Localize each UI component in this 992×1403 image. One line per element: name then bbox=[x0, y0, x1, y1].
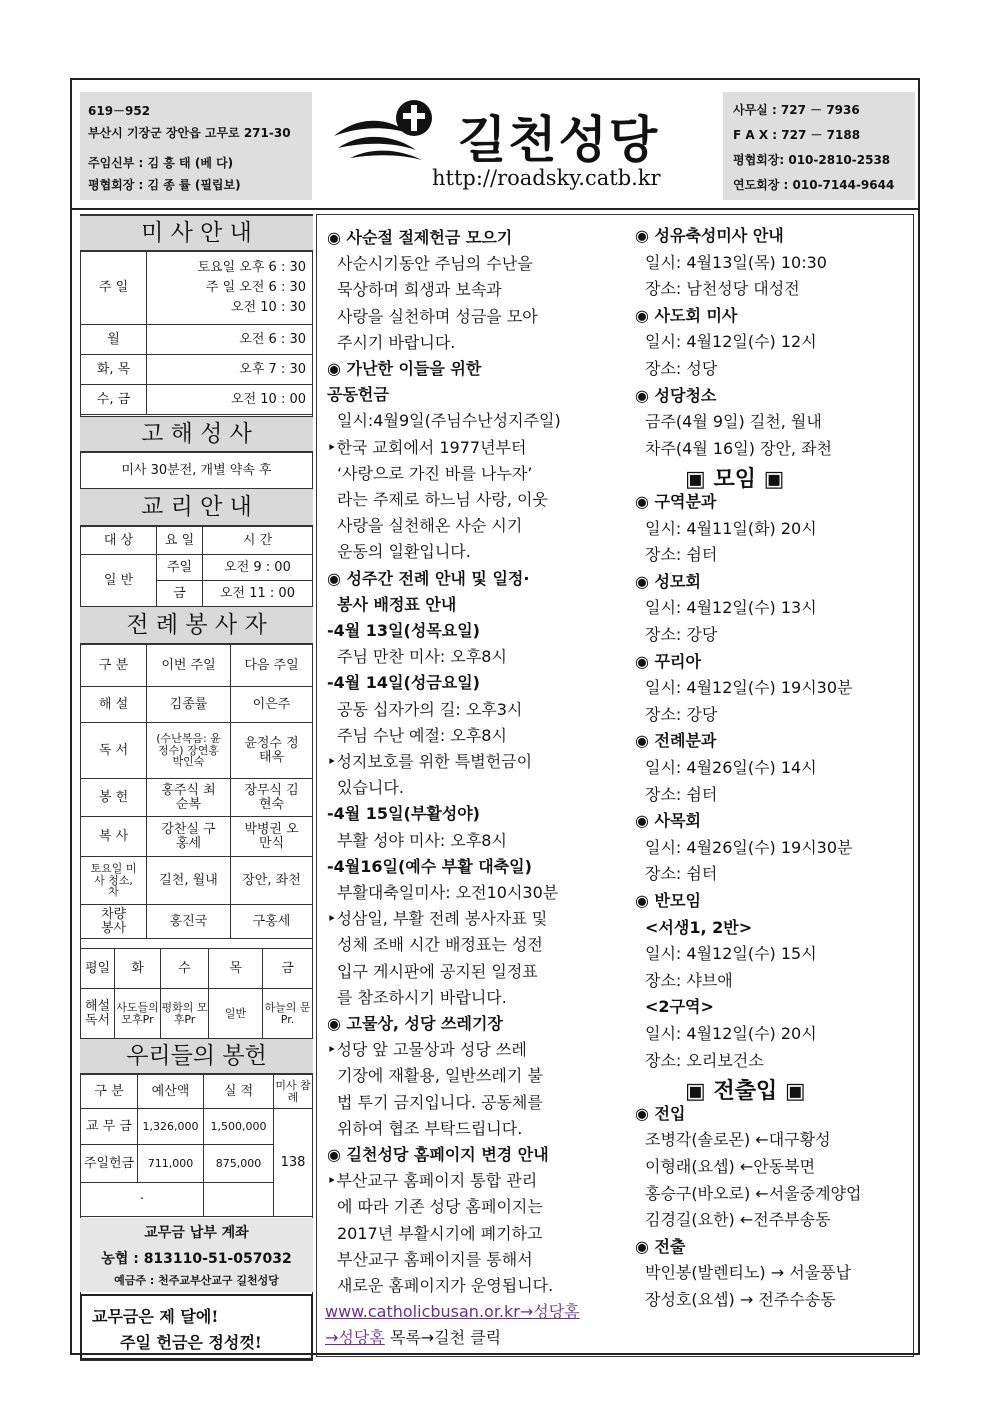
notice-line: 에 따라 기존 성당 홈페이지는 bbox=[337, 1197, 543, 1217]
fax-number: F A X : 727 － 7188 bbox=[733, 128, 861, 142]
council-president: 평협회장 : 김 종 률 (필립보) bbox=[88, 178, 241, 192]
header-contacts bbox=[723, 92, 915, 200]
notice-heading: ◉ 반모임 bbox=[635, 891, 701, 910]
parish-logo-icon bbox=[330, 96, 450, 164]
account-bank: 농협 : 813110-51-057032 bbox=[101, 1251, 292, 1267]
notice-heading: 봉사 배정표 안내 bbox=[337, 594, 457, 614]
notice-line: 주님 수난 예절: 오후8시 bbox=[337, 725, 507, 745]
notice-line: 주님 만찬 미사: 오후8시 bbox=[337, 647, 507, 667]
catechism-day: 금 bbox=[157, 581, 203, 607]
servers-role: 봉 헌 bbox=[81, 779, 147, 817]
servers-next: 장무식 김현숙 bbox=[231, 779, 313, 817]
notice-line: 장소: 쉼터 bbox=[645, 784, 718, 804]
mass-day: 수, 금 bbox=[81, 385, 147, 415]
servers-next: 윤정수 정태옥 bbox=[231, 723, 313, 779]
servers-this: 길천, 월내 bbox=[147, 857, 231, 905]
notice-line: 일시: 4월11일(화) 20시 bbox=[645, 518, 817, 538]
weekday-tue: 사도들의모후Pr bbox=[115, 989, 161, 1039]
office-phone: 사무실 : 727 － 7936 bbox=[733, 103, 860, 117]
mass-day: 화, 목 bbox=[81, 355, 147, 385]
catechism-table bbox=[80, 526, 313, 607]
confession-section-title: 고 해 성 사 bbox=[80, 416, 313, 452]
notice-line: 장소: 성당 bbox=[645, 359, 718, 378]
notice-line: 장소: 오리보건소 bbox=[645, 1050, 764, 1070]
weekday-fri: 하늘의 문Pr. bbox=[263, 989, 313, 1039]
notice-heading: ◉ 성유축성미사 안내 bbox=[635, 226, 784, 245]
notice-heading: ◉ 성모회 bbox=[635, 571, 701, 591]
mass-time: 오전 6 : 30 bbox=[147, 325, 313, 355]
notice-line: 있습니다. bbox=[337, 778, 404, 798]
notice-heading: -4월 13일(성목요일) bbox=[327, 621, 480, 640]
catechism-header: 대 상 bbox=[81, 527, 157, 555]
weekday-header: 금 bbox=[263, 949, 313, 989]
servers-role: 차량 봉사 bbox=[81, 905, 147, 939]
mass-time: 오후 7 : 30 bbox=[147, 355, 313, 385]
notice-line: 일시: 4월12일(수) 19시30분 bbox=[645, 678, 853, 698]
mass-day: 월 bbox=[81, 325, 147, 355]
servers-this: 홍주식 최순복 bbox=[147, 779, 231, 817]
notice-line: 부활대축일미사: 오전10시30분 bbox=[337, 883, 559, 902]
offering-attendance: 138 bbox=[274, 1109, 313, 1217]
notice-line: 장소: 쉼터 bbox=[645, 545, 718, 565]
offering-table bbox=[80, 1074, 313, 1217]
notice-heading: ◉ 고물상, 성당 쓰레기장 bbox=[327, 1014, 503, 1033]
header-parish-info bbox=[80, 92, 312, 200]
servers-this: 홍진국 bbox=[147, 905, 231, 939]
catechism-time: 오전 11 : 00 bbox=[203, 581, 313, 607]
notice-heading: ◉ 성주간 전례 안내 및 일정· bbox=[327, 568, 530, 588]
notice-line: 를 참조하시기 바랍니다. bbox=[337, 987, 507, 1007]
servers-this: (수난복음: 윤정수) 장연홍 박인숙 bbox=[147, 723, 231, 779]
notice-line: 운동의 일환입니다. bbox=[337, 542, 471, 562]
weekday-label: 해설 독서 bbox=[81, 989, 115, 1039]
notice-line: 장소: 쉼터 bbox=[645, 864, 718, 884]
notice-line: 사순시기동안 주님의 수난을 bbox=[337, 254, 533, 274]
notice-line: 사랑을 실천하며 성금을 모아 bbox=[337, 306, 538, 326]
notice-heading: -4월16일(예수 부활 대축일) bbox=[327, 856, 532, 876]
catechism-section-title: 교 리 안 내 bbox=[80, 488, 313, 526]
notice-heading: ◉ 구역분과 bbox=[635, 492, 717, 511]
notices-content bbox=[316, 214, 914, 1357]
notice-line: ‣성지보호를 위한 특별헌금이 bbox=[327, 752, 533, 771]
catechism-header: 요 일 bbox=[157, 527, 203, 555]
homepage-link-continued[interactable]: →성당홈 bbox=[325, 1328, 385, 1348]
offering-actual: 1,500,000 bbox=[204, 1109, 274, 1145]
notice-line: ‘사랑으로 가진 바를 나누자’ bbox=[337, 463, 533, 483]
mass-sunday-time: 오전 10 : 30 bbox=[231, 300, 306, 315]
youth-phone: 연도회장 : 010-7144-9644 bbox=[733, 178, 895, 192]
notice-line: 일시:4월9일(주님수난성지주일) bbox=[337, 411, 561, 431]
mass-table bbox=[80, 251, 313, 415]
offering-header: 실 적 bbox=[204, 1075, 274, 1109]
homepage-link-rest: 목록→길천 클릭 bbox=[384, 1328, 502, 1348]
notice-line: 이형래(요셉) ←안동북면 bbox=[645, 1157, 816, 1176]
mass-time: 오전 10 : 00 bbox=[147, 385, 313, 415]
offering-dot: · bbox=[81, 1183, 204, 1217]
notice-heading: <2구역> bbox=[645, 997, 714, 1017]
notice-line: 일시: 4월26일(수) 19시30분 bbox=[645, 837, 853, 857]
weekday-header: 수 bbox=[161, 949, 209, 989]
notice-heading: ◉ 길천성당 홈페이지 변경 안내 bbox=[327, 1145, 549, 1164]
weekday-header: 화 bbox=[115, 949, 161, 989]
notice-line: 장성호(요셉) → 전주수송동 bbox=[645, 1290, 836, 1309]
motto-line: 교무금은 제 달에! bbox=[92, 1307, 219, 1326]
notice-line: 일시: 4월26일(수) 14시 bbox=[645, 758, 817, 777]
homepage-link-line bbox=[325, 1325, 501, 1348]
parish-title: 길천성당 bbox=[458, 111, 660, 169]
mass-sunday-time: 주 일 오전 6 : 30 bbox=[205, 280, 306, 295]
catechism-group: 일 반 bbox=[81, 555, 157, 607]
notice-line: 라는 주제로 하느님 사랑, 이웃 bbox=[337, 490, 548, 509]
notice-heading: ◉ 가난한 이들을 위한 bbox=[327, 359, 482, 378]
section-heading: ▣ 모임 ▣ bbox=[685, 467, 785, 493]
offering-label: 주일헌금 bbox=[81, 1145, 138, 1183]
mass-sunday-time: 토요일 오후 6 : 30 bbox=[197, 260, 306, 275]
notice-line: ‣한국 교회에서 1977년부터 bbox=[327, 437, 527, 457]
notice-line: 2017년 부활시기에 폐기하고 bbox=[337, 1223, 543, 1243]
motto-line: 주일 헌금은 정성껏! bbox=[120, 1333, 262, 1352]
servers-header: 이번 주일 bbox=[147, 645, 231, 687]
section-heading: ▣ 전출입 ▣ bbox=[685, 1079, 806, 1105]
notice-heading: ◉ 전출 bbox=[635, 1236, 686, 1256]
weekday-header: 평일 bbox=[81, 949, 115, 989]
notice-line: 금주(4월 9일) 길천, 월내 bbox=[645, 412, 822, 432]
notice-heading: ◉ 전례분과 bbox=[635, 731, 717, 751]
offering-actual: 875,000 bbox=[204, 1145, 274, 1183]
notice-line: 김경길(요한) ←전주부송동 bbox=[645, 1210, 831, 1230]
notice-line: 장소: 강당 bbox=[645, 704, 718, 724]
zip-code: 619－952 bbox=[88, 104, 151, 118]
servers-role: 해 설 bbox=[81, 687, 147, 723]
account-info bbox=[80, 1218, 313, 1292]
servers-next: 박병권 오만식 bbox=[231, 817, 313, 857]
offering-header: 미사 참례 bbox=[274, 1075, 313, 1109]
notice-line: 공동 십자가의 길: 오후3시 bbox=[337, 699, 523, 719]
mass-section-title: 미 사 안 내 bbox=[80, 215, 313, 251]
servers-header: 다음 주일 bbox=[231, 645, 313, 687]
offering-label: 교 무 금 bbox=[81, 1109, 138, 1145]
notice-line: 장소: 남천성당 대성전 bbox=[645, 279, 800, 299]
weekday-wed: 평화의 모후Pr bbox=[161, 989, 209, 1039]
servers-role: 독 서 bbox=[81, 723, 147, 779]
notice-heading: <서생1, 2반> bbox=[645, 917, 753, 937]
address: 부산시 기장군 장안읍 고무로 271-30 bbox=[88, 126, 291, 140]
servers-next: 장안, 좌천 bbox=[231, 857, 313, 905]
catechism-time: 오전 9 : 00 bbox=[203, 555, 313, 581]
notice-line: 차주(4월 16일) 장안, 좌천 bbox=[645, 438, 833, 458]
servers-role: 토요일 미사 청소, 차 bbox=[81, 857, 147, 905]
servers-header: 구 분 bbox=[81, 645, 147, 687]
offering-header: 구 분 bbox=[81, 1075, 138, 1109]
notice-line: 위하여 협조 부탁드립니다. bbox=[337, 1118, 523, 1138]
header-divider bbox=[70, 208, 920, 210]
servers-next: 구홍세 bbox=[231, 905, 313, 939]
motto-box bbox=[80, 1294, 313, 1360]
notice-line: 성체 조배 시간 배정표는 성전 bbox=[337, 935, 543, 955]
notice-line: 새로운 홈페이지가 운영됩니다. bbox=[337, 1276, 554, 1295]
parish-url[interactable]: http://roadsky.catb.kr bbox=[432, 166, 661, 190]
pastor: 주임신부 : 김 흥 태 (베 다) bbox=[88, 156, 234, 170]
homepage-link[interactable]: www.catholicbusan.or.kr→성당홈 bbox=[325, 1302, 580, 1322]
servers-this: 강찬실 구홍세 bbox=[147, 817, 231, 857]
mass-sunday-label: 주 일 bbox=[81, 252, 147, 325]
notice-line: 홍승구(바오로) ←서울중계양업 bbox=[645, 1183, 862, 1203]
servers-role: 복 사 bbox=[81, 817, 147, 857]
account-title: 교무금 납부 계좌 bbox=[144, 1225, 249, 1241]
notice-line: 법 투기 금지입니다. 공동체를 bbox=[337, 1092, 543, 1112]
notice-line: 부산교구 홈페이지를 통해서 bbox=[337, 1249, 533, 1269]
notice-line: 일시: 4월12일(수) 12시 bbox=[645, 332, 817, 352]
weekday-header: 목 bbox=[209, 949, 263, 989]
weekday-servers-table bbox=[80, 948, 313, 1039]
offering-actual bbox=[204, 1183, 274, 1217]
notice-heading: ◉ 사목회 bbox=[635, 811, 701, 831]
notice-heading: ◉ 성당청소 bbox=[635, 385, 717, 405]
notice-line: 입구 게시판에 공지된 일정표 bbox=[337, 961, 538, 981]
notice-line: 일시: 4월13일(목) 10:30 bbox=[645, 252, 827, 272]
notice-line: ‣부산교구 홈페이지 통합 관리 bbox=[327, 1171, 538, 1191]
notice-line: 일시: 4월12일(수) 15시 bbox=[645, 944, 817, 964]
notice-line: 일시: 4월12일(수) 20시 bbox=[645, 1024, 817, 1043]
weekday-thu: 일반 bbox=[209, 989, 263, 1039]
catechism-header: 시 간 bbox=[203, 527, 313, 555]
notice-line: 장소: 샤브애 bbox=[645, 970, 733, 990]
notice-line: 박인봉(발렌티노) → 서울풍납 bbox=[645, 1263, 852, 1283]
offering-budget: 1,326,000 bbox=[138, 1109, 204, 1145]
notice-line: 일시: 4월12일(수) 13시 bbox=[645, 598, 817, 618]
notice-heading: 공동헌금 bbox=[327, 385, 389, 405]
offering-header: 예산액 bbox=[138, 1075, 204, 1109]
notice-heading: -4월 14일(성금요일) bbox=[327, 673, 480, 693]
account-holder: 예금주 : 천주교부산교구 길천성당 bbox=[114, 1274, 279, 1287]
confession-table bbox=[80, 452, 313, 489]
servers-next: 이은주 bbox=[231, 687, 313, 723]
council-phone: 평협회장: 010-2810-2538 bbox=[733, 153, 891, 167]
offering-section-title: 우리들의 봉헌 bbox=[80, 1038, 313, 1074]
notice-heading: -4월 15일(부활성야) bbox=[327, 804, 480, 824]
notice-heading: ◉ 전입 bbox=[635, 1103, 686, 1123]
servers-section-title: 전 례 봉 사 자 bbox=[80, 606, 313, 644]
notice-line: 장소: 강당 bbox=[645, 625, 718, 644]
notice-line: 주시기 바랍니다. bbox=[337, 332, 456, 352]
notice-heading: ◉ 사순절 절제헌금 모으기 bbox=[327, 228, 513, 247]
confession-text: 미사 30분전, 개별 약속 후 bbox=[81, 453, 313, 489]
notice-line: 묵상하며 희생과 보속과 bbox=[337, 280, 502, 300]
notice-line: ‣성당 앞 고물상과 성당 쓰레 bbox=[327, 1040, 527, 1060]
notice-line: 부활 성야 미사: 오후8시 bbox=[337, 830, 507, 850]
notice-line: ‣성삼일, 부활 전례 봉사자표 및 bbox=[327, 909, 548, 929]
notice-line: 조병각(솔로몬) ←대구황성 bbox=[645, 1130, 831, 1150]
servers-this: 김종률 bbox=[147, 687, 231, 723]
servers-table bbox=[80, 644, 313, 939]
offering-budget: 711,000 bbox=[138, 1145, 204, 1183]
notice-line: 사랑을 실천해온 사순 시기 bbox=[337, 516, 523, 536]
notice-heading: ◉ 꾸리아 bbox=[635, 651, 701, 671]
notice-line: 기장에 재활용, 일반쓰레기 불 bbox=[337, 1066, 543, 1086]
catechism-day: 주일 bbox=[157, 555, 203, 581]
notice-heading: ◉ 사도회 미사 bbox=[635, 305, 738, 325]
